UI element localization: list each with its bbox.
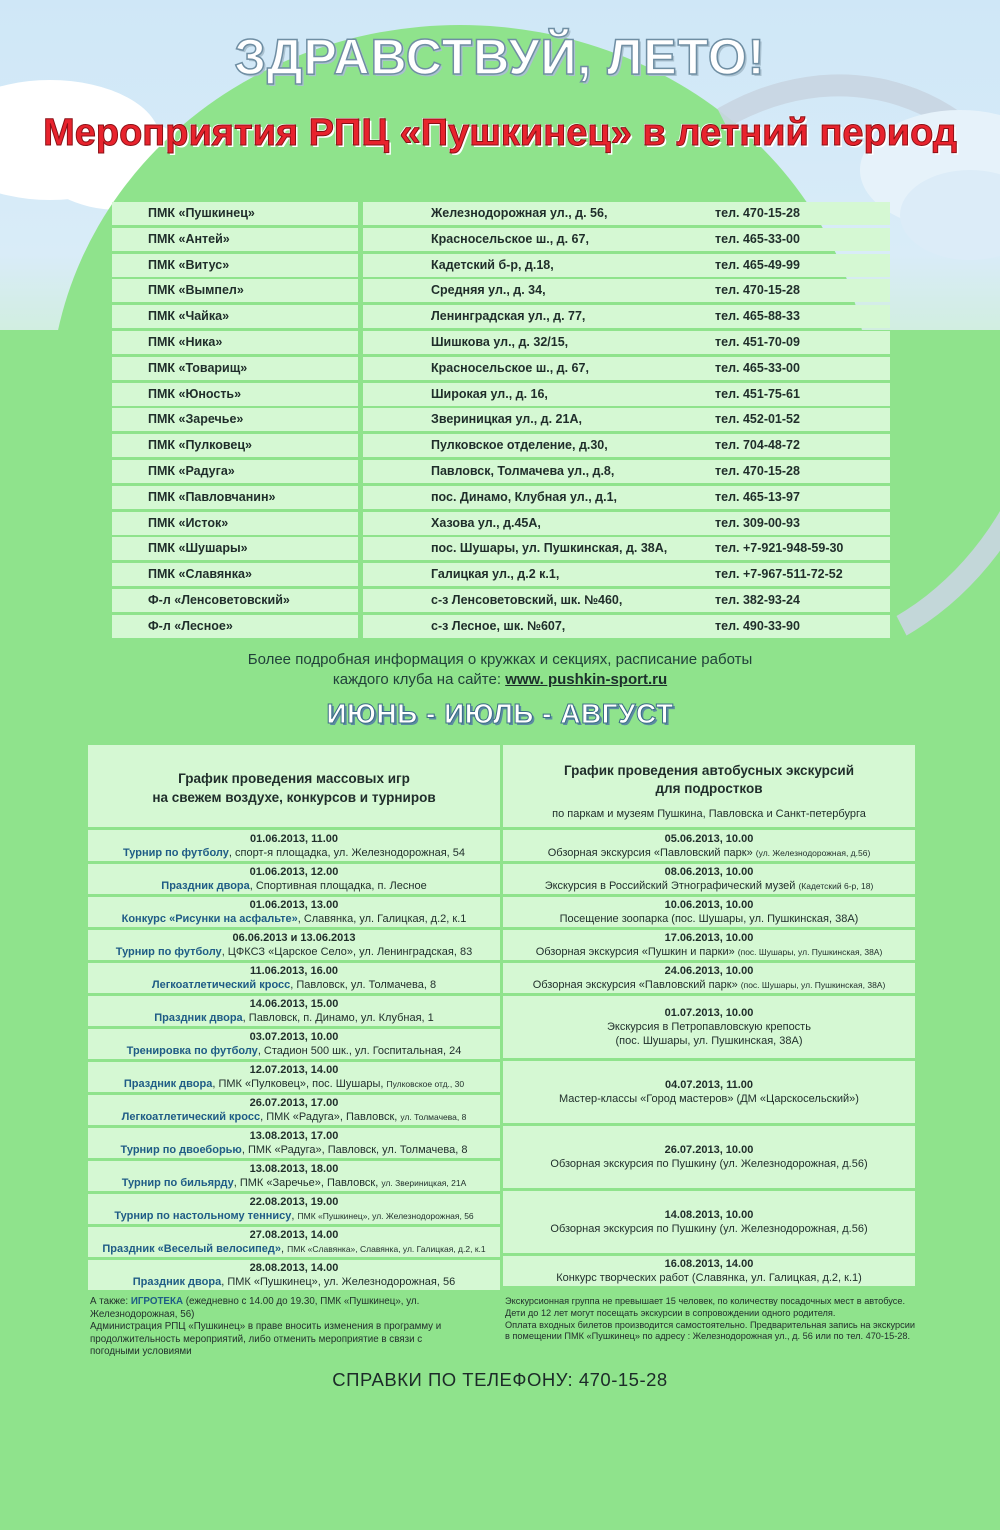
club-phone: тел. 309-00-93: [715, 515, 800, 530]
club-address: с-з Лесное, шк. №607,: [431, 618, 566, 633]
game-event-name: Турнир по футболу: [122, 846, 229, 859]
game-event-name: Легкоатлетический кросс: [151, 979, 291, 991]
game-event-line: [88, 945, 500, 959]
excursion-event: [503, 1061, 915, 1123]
club-row: [112, 537, 890, 560]
game-event-name: Турнир по бильярду: [121, 1177, 234, 1189]
excursion-event-line: [503, 1092, 915, 1106]
game-event: [88, 1227, 500, 1257]
club-row: [112, 254, 890, 277]
game-event-date: 27.08.2013, 14.00: [249, 1229, 339, 1241]
game-event: [88, 830, 500, 861]
game-event-name: Турнир по настольному теннису: [114, 1210, 292, 1222]
game-event-place-detail: ул. Звериницкая, 21А: [381, 1178, 467, 1188]
game-event-date: 12.07.2013, 14.00: [249, 1064, 339, 1076]
club-name: ПМК «Товарищ»: [112, 357, 358, 380]
game-event-place-detail: ПМК «Славянка», Славянка, ул. Галицкая, д.2, к.1: [287, 1244, 486, 1254]
excursion-event-place: (пос. Шушары, ул. Пушкинская, 38А): [740, 980, 886, 990]
club-name: Ф-л «Ленсоветовский»: [112, 589, 358, 612]
club-row: [112, 331, 890, 354]
game-event-date: 13.08.2013, 18.00: [249, 1163, 339, 1175]
club-name: ПМК «Вымпел»: [112, 279, 358, 302]
game-event-date: 13.08.2013, 17.00: [249, 1130, 339, 1142]
club-contact: [363, 434, 890, 457]
club-address: Пулковское отделение, д.30,: [431, 438, 608, 453]
game-event-place-detail: ПМК «Пушкинец», ул. Железнодорожная, 56: [297, 1211, 474, 1221]
game-event: [88, 996, 500, 1026]
games-header: [88, 745, 500, 827]
excursion-event-line: [503, 846, 915, 860]
excursion-event-date: 08.06.2013, 10.00: [664, 866, 754, 878]
club-row: [112, 486, 890, 509]
igroteka-details: (ежедневно с 14.00 до 19.30, ПМК «Пушкинец», ул. Железнодорожная, 56): [90, 1296, 420, 1320]
club-address: Галицкая ул., д.2 к.1,: [431, 567, 560, 582]
igroteka-label: ИГРОТЕКА: [130, 1296, 184, 1307]
club-name: ПМК «Шушары»: [112, 537, 358, 560]
excursion-event-text: Посещение зоопарка (пос. Шушары, ул. Пушкинская, 38А): [559, 913, 859, 925]
club-address: Шишкова ул., д. 32/15,: [431, 334, 569, 349]
club-contact: [363, 537, 890, 560]
game-event-line: [88, 1077, 500, 1091]
club-address: Широкая ул., д. 16,: [431, 386, 548, 401]
excursion-event-date: 05.06.2013, 10.00: [664, 832, 754, 845]
website-link[interactable]: www. pushkin-sport.ru: [505, 671, 668, 688]
game-event-date: 03.07.2013, 10.00: [249, 1031, 339, 1043]
excursion-event-line: [503, 1222, 915, 1236]
excursion-event-text: Мастер-классы «Город мастеров» (ДМ «Царскосельский»): [559, 1093, 859, 1105]
game-event-line: [88, 846, 500, 860]
game-event-name: Праздник «Веселый велосипед»: [102, 1243, 282, 1255]
excursion-event-date: 24.06.2013, 10.00: [664, 965, 754, 977]
info-text: [0, 650, 1000, 690]
club-address: Павловск, Толмачева ул., д.8,: [431, 463, 615, 478]
excursion-event-date: 16.08.2013, 14.00: [664, 1258, 754, 1270]
game-event-place: , Стадион 500 шк., ул. Госпитальная, 24: [257, 1045, 462, 1057]
game-event-line: [88, 1143, 500, 1157]
club-address: пос. Шушары, ул. Пушкинская, д. 38А,: [431, 541, 668, 556]
game-event-place: ,: [291, 1210, 298, 1222]
game-event-date: 06.06.2013 и 13.06.2013: [232, 932, 356, 944]
excursion-event-line: [503, 1020, 915, 1034]
excursion-event-line: [503, 912, 915, 926]
excursion-note-4: в помещении ПМК «Пушкинец» по адресу : Железнодорожная ул., д. 56 или по тел. 470-15-28.: [505, 1331, 911, 1342]
game-event-place-detail: ул. Толмачева, 8: [400, 1112, 467, 1122]
game-event-line: [88, 1176, 500, 1190]
excursion-event-text: Обзорная экскурсия по Пушкину (ул. Железнодорожная, д.56): [550, 1158, 868, 1170]
club-phone: тел. 465-49-99: [715, 257, 800, 272]
admin-note: Администрация РПЦ «Пушкинец» в праве вносить изменения в программу и продолжительность мероприятий, либо отменить мероприятие в связи с погодными условиями: [90, 1321, 442, 1357]
game-event-line: [88, 912, 500, 926]
excursions-header: [503, 745, 915, 827]
excursion-note-3: Оплата входных билетов производится самостоятельно. Предварительная запись на экскурсии: [505, 1319, 915, 1330]
club-phone: тел. 470-15-28: [715, 283, 800, 298]
game-event-name: Турнир по футболу: [115, 946, 222, 958]
game-event: [88, 1062, 500, 1092]
excursion-event-text: Экскурсия в Петропавловскую крепость: [607, 1021, 811, 1033]
club-contact: [363, 460, 890, 483]
clubs-table: [112, 202, 890, 641]
game-event-line: [88, 1209, 500, 1223]
page-title: Мероприятия РПЦ «Пушкинец» в летний период: [43, 112, 957, 154]
club-address: Красносельское ш., д. 67,: [431, 231, 589, 246]
game-event: [88, 1161, 500, 1191]
club-contact: [363, 279, 890, 302]
club-name: ПМК «Антей»: [112, 228, 358, 251]
excursion-event-date: 26.07.2013, 10.00: [664, 1144, 754, 1156]
club-phone: тел. 451-70-09: [715, 334, 800, 349]
excursion-event-text: Обзорная экскурсия по Пушкину (ул. Железнодорожная, д.56): [550, 1223, 868, 1235]
games-schedule: [88, 745, 500, 1290]
game-event-date: 11.06.2013, 16.00: [249, 965, 339, 977]
excursion-event-place: (ул. Железнодорожная, д.56): [755, 847, 871, 858]
club-contact: [363, 357, 890, 380]
game-event-line: [88, 978, 500, 992]
club-name: ПМК «Заречье»: [112, 408, 358, 431]
club-row: [112, 589, 890, 612]
excursions-header-note: по паркам и музеям Пушкина, Павловска и Санкт-петербурга: [552, 808, 866, 820]
excursion-event: [503, 864, 915, 894]
game-event-name: Праздник двора: [154, 1012, 243, 1024]
game-event-place: , ЦФКСЗ «Царское Село», ул. Ленинградская, 83: [221, 946, 473, 958]
excursion-event-line: [503, 1271, 915, 1285]
club-name: ПМК «Пулковец»: [112, 434, 358, 457]
game-event-line: [88, 879, 500, 893]
club-row: [112, 383, 890, 406]
club-address: Хазова ул., д.45А,: [431, 515, 541, 530]
club-name: ПМК «Витус»: [112, 254, 358, 277]
excursion-event-place-line: (пос. Шушары, ул. Пушкинская, 38А): [615, 1035, 803, 1047]
club-row: [112, 563, 890, 586]
excursion-event-text: Обзорная экскурсия «Павловский парк»: [547, 846, 753, 859]
club-name: ПМК «Славянка»: [112, 563, 358, 586]
game-event-date: 01.06.2013, 13.00: [249, 899, 339, 911]
game-event-date: 22.08.2013, 19.00: [249, 1196, 339, 1208]
club-contact: [363, 305, 890, 328]
notes-left: [90, 1296, 460, 1359]
excursion-event-line: [503, 879, 915, 893]
excursion-event-text: Конкурс творческих работ (Славянка, ул. Галицкая, д.2, к.1): [556, 1272, 862, 1284]
club-contact: [363, 486, 890, 509]
club-name: Ф-л «Лесное»: [112, 615, 358, 638]
game-event: [88, 1128, 500, 1158]
club-name: ПМК «Ника»: [112, 331, 358, 354]
club-row: [112, 202, 890, 225]
club-name: ПМК «Исток»: [112, 512, 358, 535]
club-contact: [363, 512, 890, 535]
club-row: [112, 408, 890, 431]
excursion-event-line: [503, 978, 915, 992]
club-phone: тел. 465-33-00: [715, 360, 800, 375]
excursion-event-line: [503, 1157, 915, 1171]
games-header-line-2: на свежем воздухе, конкурсов и турниров: [152, 790, 436, 805]
club-row: [112, 279, 890, 302]
excursion-event: [503, 1191, 915, 1253]
game-event-name: Тренировка по футболу: [126, 1045, 258, 1057]
club-contact: [363, 408, 890, 431]
club-address: Средняя ул., д. 34,: [431, 283, 546, 298]
club-name: ПМК «Радуга»: [112, 460, 358, 483]
game-event: [88, 1194, 500, 1224]
club-contact: [363, 615, 890, 638]
game-event-line: [88, 1110, 500, 1124]
game-event-place: , Павловск, п. Динамо, ул. Клубная, 1: [242, 1012, 434, 1024]
game-event-name: Легкоатлетический кросс: [121, 1111, 261, 1123]
club-phone: тел. 704-48-72: [715, 438, 800, 453]
excursion-event: [503, 963, 915, 993]
excursion-note-1: Экскурсионная группа не превышает 15 человек, по количеству посадочных мест в автобусе.: [505, 1296, 906, 1306]
club-row: [112, 460, 890, 483]
excursion-event-date: 17.06.2013, 10.00: [664, 932, 754, 944]
excursion-event-text: Обзорная экскурсия «Павловский парк»: [532, 979, 738, 991]
club-name: ПМК «Юность»: [112, 383, 358, 406]
club-row: [112, 615, 890, 638]
game-event-place: , Павловск, ул. Толмачева, 8: [290, 979, 437, 991]
game-event-name: Праздник двора: [161, 880, 250, 892]
excursion-event: [503, 1126, 915, 1188]
excursion-event: [503, 996, 915, 1058]
game-event-place: , Спортивная площадка, п. Лесное: [249, 880, 427, 892]
club-address: пос. Динамо, Клубная ул., д.1,: [431, 489, 617, 504]
game-event-line: [88, 1242, 500, 1256]
info-line-2: [0, 670, 1000, 690]
excursions-schedule: [503, 745, 915, 1286]
club-phone: тел. 465-88-33: [715, 309, 800, 324]
club-row: [112, 305, 890, 328]
club-contact: [363, 202, 890, 225]
club-address: Железнодорожная ул., д. 56,: [431, 206, 608, 220]
months-heading: ИЮНЬ - ИЮЛЬ - АВГУСТ: [326, 698, 674, 729]
game-event-place: , ПМК «Радуга», Павловск,: [260, 1111, 401, 1123]
club-phone: тел. 451-75-61: [715, 386, 800, 401]
games-header-line-1: График проведения массовых игр: [178, 771, 410, 786]
excursion-event-date: 10.06.2013, 10.00: [664, 899, 754, 911]
club-phone: тел. 382-93-24: [715, 592, 800, 607]
excursion-event: [503, 930, 915, 960]
excursion-event-date: 01.07.2013, 10.00: [664, 1007, 754, 1019]
club-contact: [363, 563, 890, 586]
excursion-event-line: [503, 945, 915, 959]
game-event-date: 26.07.2013, 17.00: [249, 1097, 339, 1109]
club-row: [112, 434, 890, 457]
game-event-line: [88, 1044, 500, 1058]
info-line-1: Более подробная информация о кружках и секциях, расписание работы: [247, 651, 753, 668]
game-event-place: ,: [281, 1243, 288, 1255]
excursion-event: [503, 1256, 915, 1286]
club-name: ПМК «Павловчанин»: [112, 486, 358, 509]
club-contact: [363, 331, 890, 354]
game-event: [88, 930, 500, 960]
excursions-header-line-2: для подростков: [655, 781, 763, 796]
club-contact: [363, 228, 890, 251]
game-event: [88, 864, 500, 894]
club-address: Ленинградская ул., д. 77,: [431, 309, 586, 324]
club-address: с-з Ленсоветовский, шк. №460,: [431, 592, 623, 607]
club-row: [112, 228, 890, 251]
excursion-event-place: (Кадетский 6-р, 18): [798, 881, 874, 891]
game-event-name: Конкурс «Рисунки на асфальте»: [121, 913, 298, 925]
excursion-event: [503, 897, 915, 927]
igroteka-prefix: А также:: [90, 1296, 131, 1307]
game-event-date: 14.06.2013, 15.00: [249, 998, 339, 1010]
club-phone: тел. 465-13-97: [715, 489, 800, 504]
excursion-event-text: Обзорная экскурсия «Пушкин и парки»: [535, 946, 735, 958]
game-event: [88, 1029, 500, 1059]
club-address: Звериницкая ул., д. 21А,: [431, 412, 582, 427]
greeting-heading: ЗДРАВСТВУЙ, ЛЕТО!: [234, 29, 766, 85]
club-phone: тел. 470-15-28: [715, 463, 800, 478]
game-event-date: 28.08.2013, 14.00: [249, 1262, 339, 1274]
game-event: [88, 1095, 500, 1125]
excursion-note-2: Дети до 12 лет могут посещать экскурсии в сопровождении одного родителя.: [505, 1307, 836, 1318]
game-event-place: , Славянка, ул. Галицкая, д.2, к.1: [297, 913, 467, 925]
game-event-name: Турнир по двоеборью: [120, 1144, 242, 1156]
game-event-place: , ПМК «Радуга», Павловск, ул. Толмачева, 8: [241, 1144, 468, 1156]
club-phone: тел. 490-33-90: [715, 618, 800, 633]
notes-right: [505, 1296, 975, 1343]
game-event-place-detail: Пулковское отд., 30: [386, 1079, 465, 1089]
excursion-event-date: 14.08.2013, 10.00: [664, 1209, 754, 1221]
club-address: Кадетский б-р, д.18,: [431, 257, 554, 272]
info-line-2-text: каждого клуба на сайте:: [332, 671, 506, 688]
game-event-line: [88, 1275, 500, 1289]
club-name: ПМК «Чайка»: [112, 305, 358, 328]
club-phone: тел. +7-921-948-59-30: [715, 541, 844, 556]
excursion-event: [503, 830, 915, 861]
club-contact: [363, 383, 890, 406]
excursions-header-line-1: График проведения автобусных экскурсий: [563, 763, 855, 778]
club-row: [112, 512, 890, 535]
club-address: Красносельское ш., д. 67,: [431, 360, 589, 375]
igroteka-note: [90, 1296, 460, 1321]
club-phone: тел. 465-33-00: [715, 231, 800, 246]
game-event-name: Праздник двора: [132, 1276, 222, 1288]
game-event-name: Праздник двора: [123, 1078, 213, 1090]
excursion-event-text: Экскурсия в Российский Этнографический музей: [544, 880, 796, 892]
game-event-place: , ПМК «Заречье», Павловск,: [233, 1177, 382, 1189]
game-event-place: , ПМК «Пушкинец», ул. Железнодорожная, 56: [221, 1276, 456, 1288]
game-event-place: , ПМК «Пулковец», пос. Шушары,: [212, 1078, 387, 1090]
club-phone: тел. 452-01-52: [715, 412, 800, 427]
game-event: [88, 1260, 500, 1290]
club-row: [112, 357, 890, 380]
club-phone: тел. +7-967-511-72-52: [715, 567, 843, 582]
footer-phone: СПРАВКИ ПО ТЕЛЕФОНУ: 470-15-28: [332, 1369, 668, 1390]
club-phone: тел. 470-15-28: [715, 206, 800, 220]
game-event: [88, 963, 500, 993]
club-name: ПМК «Пушкинец»: [112, 202, 358, 225]
game-event: [88, 897, 500, 927]
game-event-line: [88, 1011, 500, 1025]
game-event-date: 01.06.2013, 12.00: [249, 866, 339, 878]
game-event-place: , спорт-я площадка, ул. Железнодорожная, 54: [228, 846, 466, 859]
excursion-event-place: (пос. Шушары, ул. Пушкинская, 38А): [737, 947, 883, 957]
club-contact: [363, 254, 890, 277]
game-event-date: 01.06.2013, 11.00: [249, 832, 339, 845]
club-contact: [363, 589, 890, 612]
excursion-event-date: 04.07.2013, 11.00: [664, 1079, 754, 1091]
